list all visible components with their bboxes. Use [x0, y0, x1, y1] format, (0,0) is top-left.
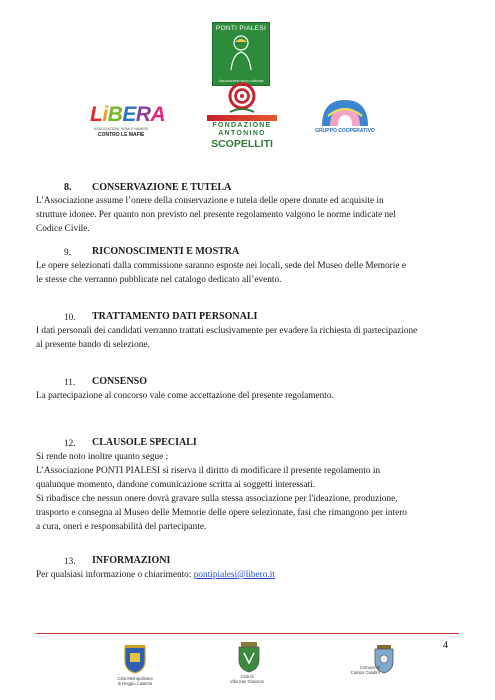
fondazione-line-2: ANTONINO — [218, 130, 266, 137]
footer-rule — [36, 633, 459, 634]
footer-right-label — [330, 665, 380, 675]
section-8-line-1: L’Associazione assume l’onere della conservazione e tutela delle opere donate ed acquisite in — [36, 196, 384, 206]
footer-left-line-1: Città Metropolitana — [117, 676, 153, 681]
villa-san-giovanni-crest-icon — [236, 641, 262, 673]
section-13-line — [36, 568, 275, 582]
footer-mid-label — [212, 674, 282, 684]
section-10-line-1: I dati personali dei candidati verranno trattati esclusivamente per evadere la richiesta di partecipazione — [36, 326, 418, 336]
fondazione-line-1: FONDAZIONE — [212, 122, 272, 129]
footer-left-line-2: di Reggio Calabria — [117, 681, 153, 686]
section-11-line-1: La partecipazione al concorso vale come accettazione del presente regolamento. — [36, 391, 334, 401]
contact-email-link[interactable]: pontipialesi@libero.it — [193, 570, 275, 580]
libera-wordmark: LiBERA — [90, 103, 166, 126]
section-11-number: 11. — [64, 378, 76, 388]
section-8-line-3: Codice Civile. — [36, 224, 90, 234]
section-13-number: 13. — [64, 557, 76, 567]
footer-mid-line-1: Città di — [240, 674, 254, 679]
section-12-title: CLAUSOLE SPECIALI — [92, 437, 197, 448]
footer-right-line-1: Comune di — [359, 665, 380, 670]
ponti-logo-title: PONTI PIALESI — [215, 25, 267, 32]
footer-right-line-2: Campo Calabro — [350, 670, 380, 675]
section-9-number: 9. — [64, 248, 71, 258]
section-12-line-2: L’Associazione PONTI PIALESI si riserva il diritto di modificare il presente regolamento in — [36, 466, 381, 476]
footer-mid-line-2: Villa San Giovanni — [229, 679, 265, 684]
section-8-title: CONSERVAZIONE E TUTELA — [92, 182, 232, 193]
section-10-line-2: al presente bando di selezione. — [36, 340, 150, 350]
section-12-line-5: trasporto e consegna al Museo delle Memorie delle opere selezionate, fasi che rimangono per intero — [36, 508, 407, 518]
spiral-emblem-icon — [228, 82, 256, 114]
libera-logo — [90, 103, 166, 141]
section-8-number: 8. — [64, 182, 72, 193]
section-12-line-1: Si rende noto inoltre quanto segue : — [36, 452, 169, 462]
libera-subtitle: ASSOCIAZIONI, NOMI E NUMERI — [94, 127, 149, 131]
section-11-title: CONSENSO — [92, 376, 148, 387]
section-9-title: RICONOSCIMENTI E MOSTRA — [92, 246, 240, 257]
fondazione-scopelliti-logo — [205, 82, 279, 152]
fondazione-line-3: SCOPELLITI — [211, 138, 273, 150]
section-13-text: Per qualsiasi informazione o chiarimento: — [36, 570, 194, 580]
gruppo-label: GRUPPO COOPERATIVO — [315, 128, 375, 134]
section-8-heading — [64, 182, 72, 193]
section-12-line-6: a cura, oneri e responsabilità del partecipante. — [36, 522, 207, 532]
reggio-calabria-crest-icon — [122, 644, 148, 674]
section-9-line-2: le stesse che verranno pubblicate nel catalogo dedicato all’evento. — [36, 275, 282, 285]
section-13-title: INFORMAZIONI — [92, 555, 171, 566]
section-9-line-1: Le opere selezionati dalla commissione saranno esposte nei locali, sede del Museo delle Memorie e — [36, 261, 406, 271]
fondazione-color-band — [207, 115, 277, 121]
gruppo-emblem-icon — [318, 96, 372, 128]
section-8-line-2: strutture idonee. Per quanto non previsto nel presente regolamento valgono le norme indicate nel — [36, 210, 396, 220]
libera-tagline: CONTRO LE MAFIE — [98, 132, 145, 138]
section-12-line-3: qualunque momento, dandone comunicazione scritta ai soggetti interessati. — [36, 480, 316, 490]
page-number: 4 — [443, 640, 448, 651]
footer-left-label — [100, 676, 170, 686]
section-12-line-4: Si ribadisce che nessun onere dovrà gravare sulla stessa associazione per l'ideazione, produzione, — [36, 494, 398, 504]
ponti-logo-subtitle: Associazione socio-culturale — [218, 79, 264, 83]
section-10-title: TRATTAMENTO DATI PERSONALI — [92, 311, 258, 322]
ponti-figure-icon — [225, 34, 257, 72]
section-12-number: 12. — [64, 439, 76, 449]
ponti-pialesi-logo — [212, 22, 270, 86]
gruppo-cooperativo-logo — [312, 96, 378, 136]
section-10-number: 10. — [64, 313, 76, 323]
